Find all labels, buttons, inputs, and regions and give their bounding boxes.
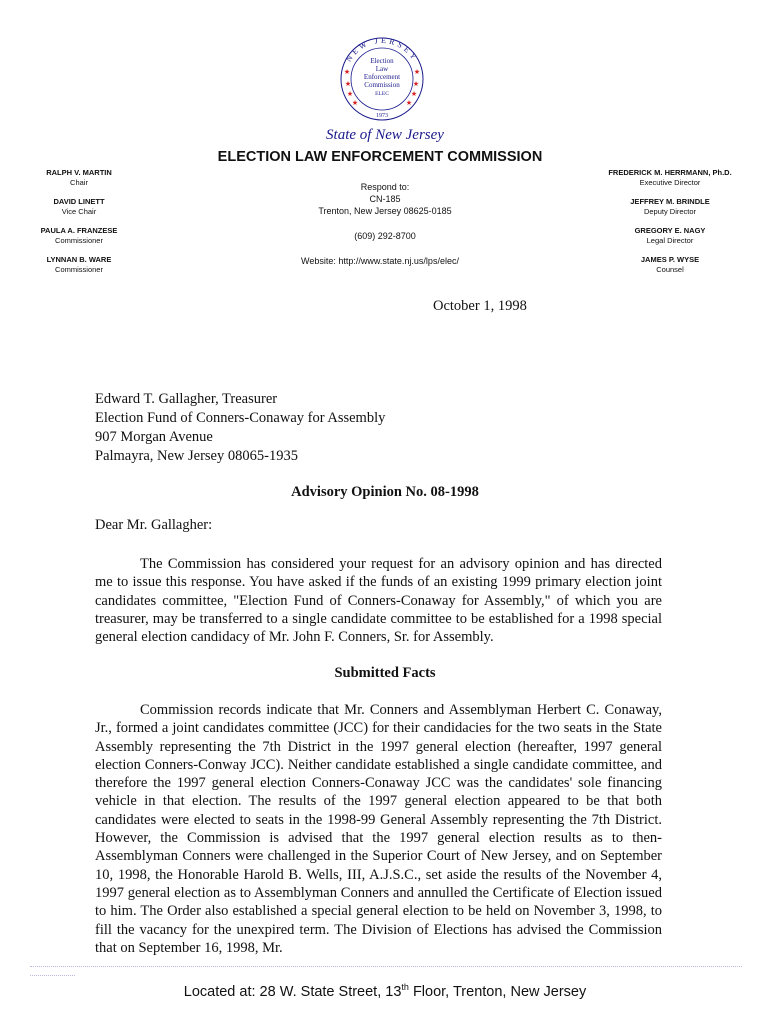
svg-text:★: ★ [351, 99, 359, 107]
svg-text:Enforcement: Enforcement [363, 73, 401, 81]
svg-text:ELEC: ELEC [375, 91, 389, 97]
staff-entry: GREGORY E. NAGY Legal Director [634, 226, 706, 245]
mailing-address: Respond to: CN-185 Trenton, New Jersey 08625-0185 [318, 182, 452, 216]
svg-text:Election: Election [370, 57, 394, 65]
body-paragraph: Commission records indicate that Mr. Conners and Assemblyman Herbert C. Conaway, Jr., formed a joint candidates committee (JCC) for their candidacies for the two seats in the State Assembly representing the 7th District in the 1997 general election (hereafter, 1997 general election Conners-Conway JCC). Neither candidate established a single candidate committee, and therefore the 1997 general election Conners-Conaway JCC was the candidates' sole financing vehicle in that election. The results of the 1997 general election appeared to be that both candidates were elected to seats in the 1998-99 General Assembly representing the 7th District. However, the Commission is advised that the 1997 general election results as to then-Assemblyman Conners were challenged in the Superior Court of New Jersey, and on September 10, 1998, the Honorable Harold B. Wells, III, A.J.S.C., set aside the results of the November 4, 1997 general election as to Assemblyman Conners and annulled the Certificate of Election issued to him. The Order also established a special general election to be held on November 3, 1998, to fill the vacancy for the unexpired term. The Division of Elections has advised the Commission that on September 16, 1998, Mr. [95, 702, 662, 956]
svg-text:Law: Law [375, 65, 389, 73]
commissioner-entry: LYNNAN B. WARE Commissioner [46, 255, 112, 274]
svg-text:★: ★ [344, 80, 352, 88]
svg-text:★: ★ [346, 90, 354, 98]
opinion-number-heading: Advisory Opinion No. 08-1998 [291, 484, 479, 500]
salutation: Dear Mr. Gallagher: [95, 517, 213, 533]
address-line: Edward T. Gallagher, Treasurer [95, 391, 278, 407]
staff-entry: FREDERICK M. HERRMANN, Ph.D. Executive Director [608, 168, 732, 187]
footer-location: Located at: 28 W. State Street, 13th Floor, Trenton, New Jersey [183, 982, 587, 1000]
address-line: Election Fund of Conners-Conaway for Assembly [95, 410, 386, 426]
svg-text:1973: 1973 [376, 113, 388, 119]
letter-date: October 1, 1998 [433, 298, 527, 314]
commissioner-entry: PAULA A. FRANZESE Commissioner [40, 226, 118, 245]
svg-text:★: ★ [343, 68, 351, 76]
elec-seal-logo [330, 36, 434, 122]
svg-text:★: ★ [412, 80, 420, 88]
commissioner-entry: RALPH V. MARTIN Chair [46, 168, 112, 187]
phone-number: (609) 292-8700 [354, 231, 416, 241]
recipient-address [95, 390, 385, 466]
section-heading-submitted-facts: Submitted Facts [334, 665, 436, 681]
address-line: 907 Morgan Avenue [95, 429, 213, 445]
state-title: State of New Jersey [326, 127, 444, 143]
svg-text:NEW JERSEY: NEW JERSEY [344, 36, 420, 64]
svg-text:★: ★ [410, 90, 418, 98]
footer-divider [30, 966, 742, 967]
staff-entry: JAMES P. WYSE Counsel [640, 255, 700, 274]
svg-text:★: ★ [405, 99, 413, 107]
commissioner-entry: DAVID LINETT Vice Chair [53, 197, 105, 216]
address-line: Palmayra, New Jersey 08065-1935 [95, 448, 298, 464]
website-link[interactable]: Website: http://www.state.nj.us/lps/elec/ [301, 256, 459, 266]
svg-text:Commission: Commission [364, 81, 400, 89]
commission-title: ELECTION LAW ENFORCEMENT COMMISSION [217, 149, 543, 165]
svg-text:★: ★ [413, 68, 421, 76]
footer-divider-short [30, 975, 75, 976]
body-paragraph: The Commission has considered your request for an advisory opinion and has directed me to issue this response. You have asked if the funds of an existing 1999 primary election joint candidates committee, "Election Fund of Conners-Conaway for Assembly," of which you are treasurer, may be transferred to a single candidate committee to be established for a 1998 special general election candidacy of Mr. John F. Conners, Sr. for Assembly. [95, 556, 662, 646]
staff-entry: JEFFREY M. BRINDLE Deputy Director [630, 197, 710, 216]
